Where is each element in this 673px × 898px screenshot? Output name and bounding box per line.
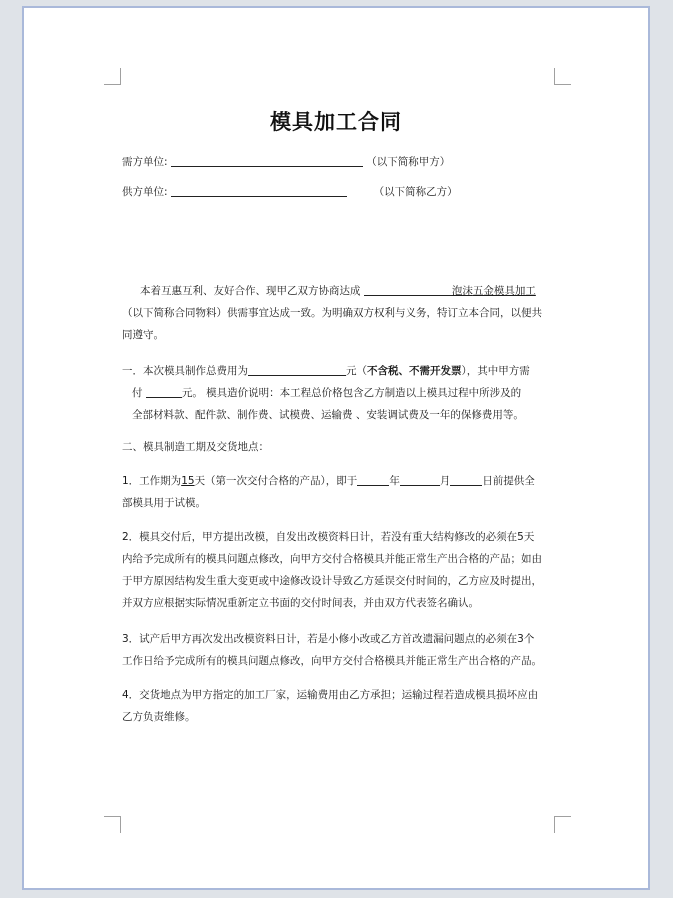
seller-suffix: （以下简称乙方） <box>373 186 458 198</box>
intro-blank[interactable] <box>364 284 452 296</box>
intro-text: 本着互惠互利、友好合作、现甲乙双方协商达成 <box>140 285 361 297</box>
intro-line-2: （以下简称合同物料）供需事宜达成一致。为明确双方权利与义务，特订立本合同，以便共 <box>122 307 542 319</box>
intro-paragraph <box>122 280 562 346</box>
item-1 <box>122 470 562 514</box>
seller-label: 供方单位: <box>122 186 168 198</box>
buyer-line <box>122 154 450 169</box>
s1-yuan: 元（ <box>346 365 367 377</box>
buyer-label: 需方单位: <box>122 156 168 168</box>
item1-month: 月 <box>439 475 451 487</box>
s1-bold: 不含税、不需开发票 <box>367 365 462 377</box>
buyer-blank[interactable] <box>171 155 363 167</box>
margin-corner-top-right <box>554 68 571 85</box>
item2-line: 并双方应根据实际情况重新定立书面的交付时间表，并由双方代表签名确认。 <box>122 597 479 609</box>
item4-line: 4．交货地点为甲方指定的加工厂家，运输费用由乙方承担；运输过程若造成模具损坏应由 <box>122 689 539 701</box>
item4-line: 乙方负责维修。 <box>122 711 196 723</box>
seller-line <box>122 184 458 199</box>
year-blank[interactable] <box>357 474 389 486</box>
item2-line: 2．模具交付后，甲方提出改模，自发出改模资料日计，若没有重大结构修改的必须在5天 <box>122 531 535 543</box>
s1-line3: 全部材料款、配件款、制作费、试模费、运输费 、安装调试费及一年的保修费用等。 <box>132 409 524 421</box>
margin-corner-bottom-right <box>554 816 571 833</box>
s1-pay: 付 <box>132 387 143 399</box>
payment-blank[interactable] <box>146 386 182 398</box>
item1-pre: 1．工作期为 <box>122 475 182 487</box>
item-2 <box>122 526 562 614</box>
item3-line: 3．试产后甲方再次发出改模资料日计，若是小修小改或乙方首改遗漏问题点的必须在3个 <box>122 633 535 645</box>
item1-post: 日前提供全 <box>482 475 535 487</box>
document-page <box>22 6 650 890</box>
item1-line2: 部模具用于试模。 <box>122 497 206 509</box>
section-2-heading: 二、模具制造工期及交货地点： <box>122 441 269 453</box>
document-title: 模具加工合同 <box>270 109 402 134</box>
seller-blank[interactable] <box>171 185 347 197</box>
item1-mid: 天（第一次交付合格的产品），即于 <box>194 475 358 487</box>
total-fee-blank[interactable] <box>248 364 346 376</box>
day-blank[interactable] <box>450 474 482 486</box>
item-4 <box>122 684 562 728</box>
s1-text: 一．本次模具制作总费用为 <box>122 365 248 377</box>
item-3 <box>122 628 562 672</box>
item2-line: 于甲方原因结构发生重大变更或中途修改设计导致乙方延误交付时间的，乙方应及时提出， <box>122 575 542 587</box>
s1-post: ），其中甲方需 <box>461 365 530 377</box>
item3-line: 工作日给予完成所有的模具问题点修改，向甲方交付合格模具并能正常生产出合格的产品。 <box>122 655 542 667</box>
month-blank[interactable] <box>400 474 440 486</box>
section-1 <box>122 360 562 426</box>
buyer-suffix: （以下简称甲方） <box>366 156 451 168</box>
intro-item-a: 泡沫 <box>451 285 473 297</box>
intro-line-3: 同遵守。 <box>122 329 164 341</box>
intro-item-b: 五金模具加工 <box>472 285 536 297</box>
margin-corner-bottom-left <box>104 816 121 833</box>
item2-line: 内给予完成所有的模具问题点修改，向甲方交付合格模具并能正常生产出合格的产品；如由 <box>122 553 542 565</box>
item1-year: 年 <box>389 475 400 487</box>
item1-days: 15 <box>181 475 195 487</box>
s1-line2: 元。 模具造价说明：本工程总价格包含乙方制造以上模具过程中所涉及的 <box>181 387 522 399</box>
margin-corner-top-left <box>104 68 121 85</box>
